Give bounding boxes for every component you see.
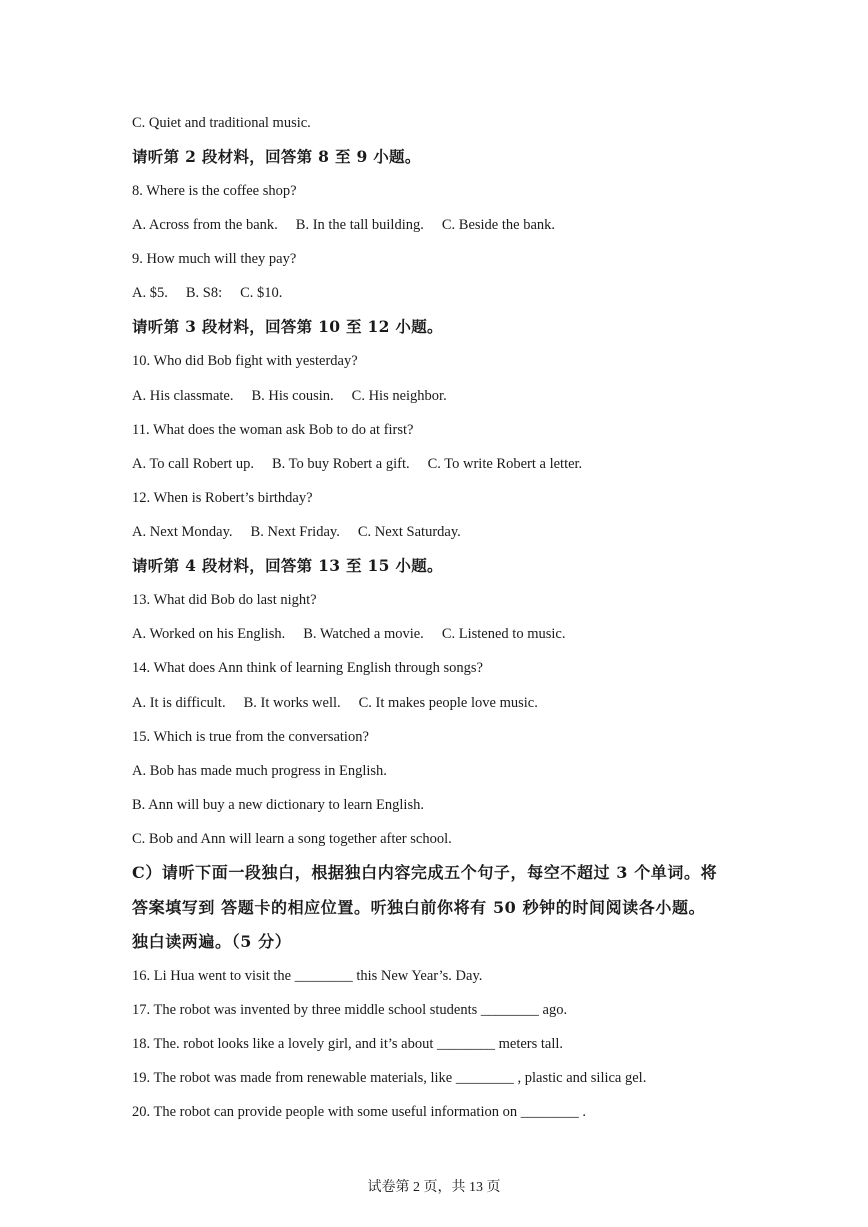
answer-options bbox=[132, 454, 582, 474]
question-text: C. Bob and Ann will learn a song together after school. bbox=[132, 831, 452, 847]
answer-option: B. His cousin. bbox=[251, 388, 334, 404]
answer-option: B. In the tall building. bbox=[295, 217, 424, 233]
question-text: 16. Li Hua went to visit the ________ this New Year’s. Day. bbox=[132, 968, 483, 984]
question-text: 19. The robot was made from renewable materials, like ________ , plastic and silica gel. bbox=[132, 1070, 647, 1086]
section-instruction: C）请听下面一段独白，根据独白内容完成五个句子，每空不超过 3 个单词。将 bbox=[132, 863, 718, 882]
answer-option: B. Watched a movie. bbox=[303, 626, 424, 642]
answer-option: C. Listened to music. bbox=[441, 626, 566, 642]
question-text: C. Quiet and traditional music. bbox=[132, 115, 311, 131]
answer-option: B. To buy Robert a gift. bbox=[271, 456, 410, 472]
answer-options bbox=[132, 215, 555, 235]
question-text: 12. When is Robert’s birthday? bbox=[132, 490, 313, 506]
answer-option: C. $10. bbox=[240, 285, 283, 301]
question-text: 17. The robot was invented by three middle school students ________ ago. bbox=[132, 1002, 568, 1018]
answer-option: C. Next Saturday. bbox=[357, 524, 461, 540]
question-text: 15. Which is true from the conversation? bbox=[132, 729, 369, 745]
answer-option: B. It works well. bbox=[243, 695, 341, 711]
section-instruction: 答案填写到 答题卡的相应位置。听独白前你将有 50 秒钟的时间阅读各小题。 bbox=[132, 898, 706, 917]
question-text: 11. What does the woman ask Bob to do at first? bbox=[132, 422, 414, 438]
question-text: B. Ann will buy a new dictionary to learn English. bbox=[132, 797, 424, 813]
answer-options bbox=[132, 693, 538, 713]
answer-options bbox=[132, 624, 565, 644]
answer-option: C. It makes people love music. bbox=[358, 695, 538, 711]
question-text: 13. What did Bob do last night? bbox=[132, 592, 317, 608]
answer-option: A. Next Monday. bbox=[132, 524, 233, 540]
answer-option: A. It is difficult. bbox=[132, 695, 226, 711]
section-instruction: 独白读两遍。（5 分） bbox=[132, 932, 292, 951]
answer-options bbox=[132, 283, 282, 303]
question-text: A. Bob has made much progress in English. bbox=[132, 763, 387, 779]
answer-option: A. Worked on his English. bbox=[132, 626, 286, 642]
part-heading: 请听第 3 段材料，回答第 10 至 12 小题。 bbox=[132, 317, 443, 336]
answer-option: C. To write Robert a letter. bbox=[427, 456, 583, 472]
question-text: 10. Who did Bob fight with yesterday? bbox=[132, 353, 358, 369]
answer-option: C. His neighbor. bbox=[351, 388, 447, 404]
answer-option: A. Across from the bank. bbox=[132, 217, 278, 233]
question-text: 14. What does Ann think of learning English through songs? bbox=[132, 660, 483, 676]
question-text: 18. The. robot looks like a lovely girl, and it’s about ________ meters tall. bbox=[132, 1036, 564, 1052]
part-heading: 请听第 4 段材料，回答第 13 至 15 小题。 bbox=[132, 556, 443, 575]
answer-option: A. $5. bbox=[132, 285, 168, 301]
page-footer: 试卷第 2 页，共 13 页 bbox=[367, 1180, 501, 1195]
answer-options bbox=[132, 386, 447, 406]
answer-option: A. To call Robert up. bbox=[132, 456, 254, 472]
question-text: 20. The robot can provide people with some useful information on ________ . bbox=[132, 1104, 586, 1120]
answer-option: C. Beside the bank. bbox=[441, 217, 556, 233]
answer-option: A. His classmate. bbox=[132, 388, 234, 404]
answer-option: B. Next Friday. bbox=[250, 524, 340, 540]
answer-options bbox=[132, 522, 461, 542]
part-heading: 请听第 2 段材料，回答第 8 至 9 小题。 bbox=[132, 147, 421, 166]
question-text: 9. How much will they pay? bbox=[132, 251, 297, 267]
question-text: 8. Where is the coffee shop? bbox=[132, 183, 297, 199]
answer-option: B. S8: bbox=[185, 285, 223, 301]
